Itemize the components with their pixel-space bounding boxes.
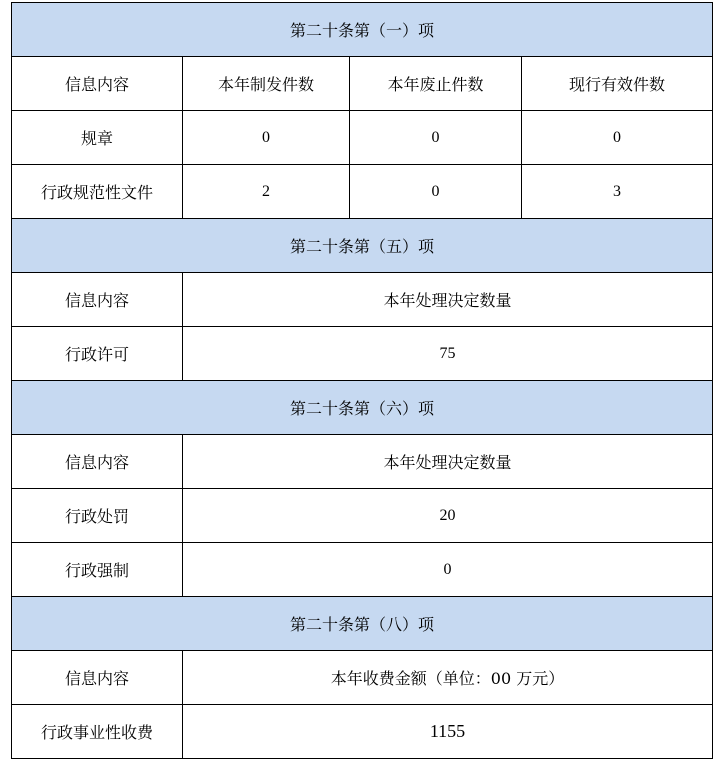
- disclosure-table: [11, 2, 713, 759]
- column-header: 信息内容: [12, 273, 183, 327]
- section-title: 第二十条第（一）项: [12, 3, 713, 57]
- section-header-row: [12, 219, 713, 273]
- table-row: [12, 111, 713, 165]
- column-header: 信息内容: [12, 435, 183, 489]
- section-header-row: [12, 381, 713, 435]
- issued-count: 2: [183, 165, 350, 219]
- table-row: [12, 705, 713, 759]
- repealed-count: 0: [350, 111, 522, 165]
- column-header: 本年处理决定数量: [183, 273, 713, 327]
- section-title: 第二十条第（八）项: [12, 597, 713, 651]
- column-header: 本年收费金额（单位：00 万元）: [183, 651, 713, 705]
- decision-count: 20: [183, 489, 713, 543]
- table-row: [12, 327, 713, 381]
- decision-count: 0: [183, 543, 713, 597]
- table-row: [12, 543, 713, 597]
- section-title: 第二十条第（五）项: [12, 219, 713, 273]
- table-row: [12, 489, 713, 543]
- fee-amount: 1155: [183, 705, 713, 759]
- valid-count: 3: [522, 165, 713, 219]
- column-header: 本年废止件数: [350, 57, 522, 111]
- decision-count: 75: [183, 327, 713, 381]
- repealed-count: 0: [350, 165, 522, 219]
- column-header-row: [12, 435, 713, 489]
- row-label: 行政强制: [12, 543, 183, 597]
- column-header-row: [12, 57, 713, 111]
- table-row: [12, 165, 713, 219]
- section-header-row: [12, 597, 713, 651]
- column-header: 本年制发件数: [183, 57, 350, 111]
- row-label: 行政规范性文件: [12, 165, 183, 219]
- section-header-row: [12, 3, 713, 57]
- issued-count: 0: [183, 111, 350, 165]
- column-header: 信息内容: [12, 57, 183, 111]
- row-label: 行政事业性收费: [12, 705, 183, 759]
- column-header-row: [12, 273, 713, 327]
- column-header: 信息内容: [12, 651, 183, 705]
- valid-count: 0: [522, 111, 713, 165]
- column-header: 本年处理决定数量: [183, 435, 713, 489]
- column-header: 现行有效件数: [522, 57, 713, 111]
- section-title: 第二十条第（六）项: [12, 381, 713, 435]
- row-label: 规章: [12, 111, 183, 165]
- row-label: 行政许可: [12, 327, 183, 381]
- column-header-row: [12, 651, 713, 705]
- row-label: 行政处罚: [12, 489, 183, 543]
